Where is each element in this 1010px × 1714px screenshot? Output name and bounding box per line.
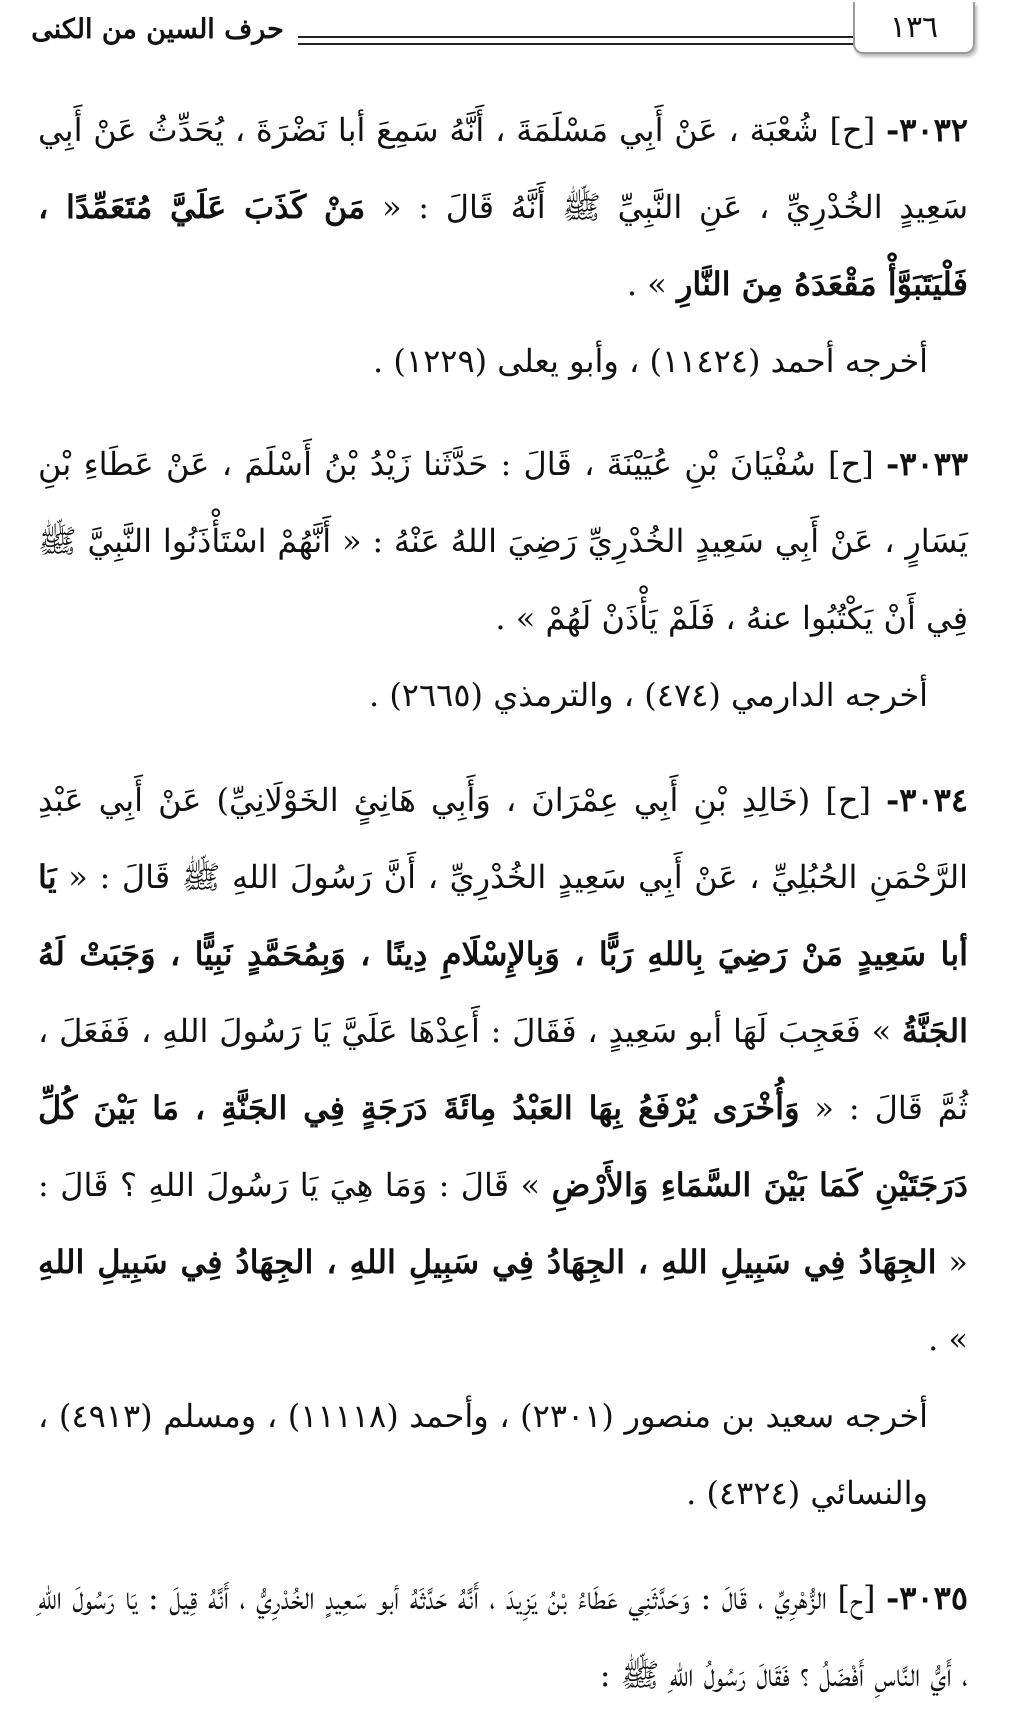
hadith-text [38, 1560, 968, 1714]
hadith-entry [38, 1560, 968, 1714]
hadith-text-part: سُفْيَانَ بْنِ عُيَيْنَةَ ، قَالَ : حَدَّثَنا زَيْدُ بْنُ أَسْلَمَ ، عَنْ عَطَاءِ بْنِ يَسَارٍ ، عَنْ أَبِي سَعِيدٍ الخُدْرِيِّ رَضِيَ اللهُ عَنْهُ : « أَنَّهُمْ اسْتَأْذَنُوا النَّبِيَّ ﷺ فِي أَنْ يَكْتُبُوا عنهُ ، فَلَمْ يَأْذَنْ لَهُمْ » . [38, 445, 969, 637]
hadith-text-part: » . [928, 1320, 968, 1358]
page-number: ١٣٦ [889, 9, 939, 45]
takhrij-note: أخرجه الدارمي (٤٧٤) ، والترمذي (٢٦٦٥) . [368, 676, 928, 714]
takhrij-note: أخرجه أحمد (١١٤٢٤) ، وأبو يعلى (١٢٢٩) . [373, 342, 928, 380]
hadith-entry [38, 426, 968, 734]
hadith-text [38, 762, 968, 1378]
hadith-text-part: » . [626, 265, 677, 303]
prophetic-saying: وَأُخْرَى يُرْفَعُ بِهَا العَبْدُ مِائَةَ دَرَجَةٍ فِي الجَنَّةِ ، مَا بَيْنَ كُلِّ دَرَجَتَيْنِ كَمَا بَيْنَ السَّمَاءِ وَالأَرْضِ [38, 1089, 969, 1204]
hadith-entry [38, 762, 968, 1532]
hadith-number: ٣٠٣٤- [885, 781, 969, 819]
hadith-text [38, 92, 968, 323]
hadith-text-part: » فَعَجِبَ لَهَا أبو سَعِيدٍ ، فَقَالَ : أَعِدْهَا عَلَيَّ يَا رَسُولَ اللهِ ، فَفَعَلَ ، ثُمَّ قَالَ : « [38, 1012, 969, 1127]
prophetic-saying: يَا أبا سَعِيدٍ مَنْ رَضِيَ بِاللهِ رَبًّا ، وَبِالإِسْلَامِ دِينًا ، وَبِمُحَمَّدٍ نَبِيًّا ، وَجَبَتْ لَهُ الجَنَّةُ [38, 858, 968, 1050]
hadith-marker: [ح] [825, 781, 871, 819]
hadith-number: ٣٠٣٢- [885, 111, 969, 149]
hadith-text-part: شُعْبَة ، عَنْ أَبِي مَسْلَمَةَ ، أَنَّهُ سَمِعَ أبا نَضْرَةَ ، يُحَدِّثُ عَنْ أَبِي سَعِيدٍ الخُدْرِيِّ ، عَنِ النَّبِيِّ ﷺ أَنَّهُ قَالَ : « [38, 111, 969, 226]
page-header [30, 0, 975, 62]
hadith-marker: [ح] [837, 1579, 876, 1617]
hadith-text-part: (خَالِدِ بْنِ أَبِي عِمْرَانَ ، وَأَبِي هَانِئٍ الخَوْلَانِيِّ) عَنْ أَبِي عَبْدِ الرَّحْمَنِ الحُبُلِيِّ ، عَنْ أَبِي سَعِيدٍ الخُدْرِيِّ ، أَنَّ رَسُولَ اللهِ ﷺ قَالَ : « [38, 781, 968, 896]
takhrij-note: أخرجه سعيد بن منصور (٢٣٠١) ، وأحمد (١١١١٨) ، ومسلم (٤٩١٣) ، والنسائي (٤٣٢٤) . [38, 1397, 929, 1512]
hadith-text-part: » قَالَ : وَمَا هِيَ يَا رَسُولَ اللهِ ؟ قَالَ : « [38, 1166, 969, 1281]
chapter-title: حرف السين من الكنى [31, 14, 284, 45]
page-number-tab [853, 2, 975, 54]
prophetic-saying: الجِهَادُ فِي سَبِيلِ اللهِ ، الجِهَادُ فِي سَبِيلِ اللهِ ، الجِهَادُ فِي سَبِيلِ اللهِ [38, 1243, 937, 1281]
hadith-marker: [ح] [828, 445, 874, 483]
hadith-number: ٣٠٣٣- [885, 445, 968, 483]
prophetic-saying: مَنْ كَذَبَ عَلَيَّ مُتَعَمِّدًا ، فَلْيَتَبَوَّأْ مَقْعَدَهُ مِنَ النَّارِ [38, 188, 968, 303]
hadith-text [38, 426, 968, 657]
hadith-entry [38, 92, 968, 400]
header-double-rule [298, 36, 853, 45]
page-body [38, 92, 968, 1714]
hadith-marker: [ح] [829, 111, 876, 149]
hadith-text-part: الزُّهْرِيِّ ، قَالَ : وَحَدَّثَنِي عَطَاءُ بْنُ يَزِيدَ ، أَنَّهُ حَدَّثَهُ أبو سَعِيدٍ الخُدْرِيُّ ، أَنَّهُ قِيلَ : يَا رَسُولَ اللهِ ، أَيُّ النَّاسِ أَفْضَلُ ؟ فَقَالَ رَسُولُ اللهِ ﷺ : [38, 1579, 968, 1694]
hadith-number: ٣٠٣٥- [885, 1579, 969, 1617]
